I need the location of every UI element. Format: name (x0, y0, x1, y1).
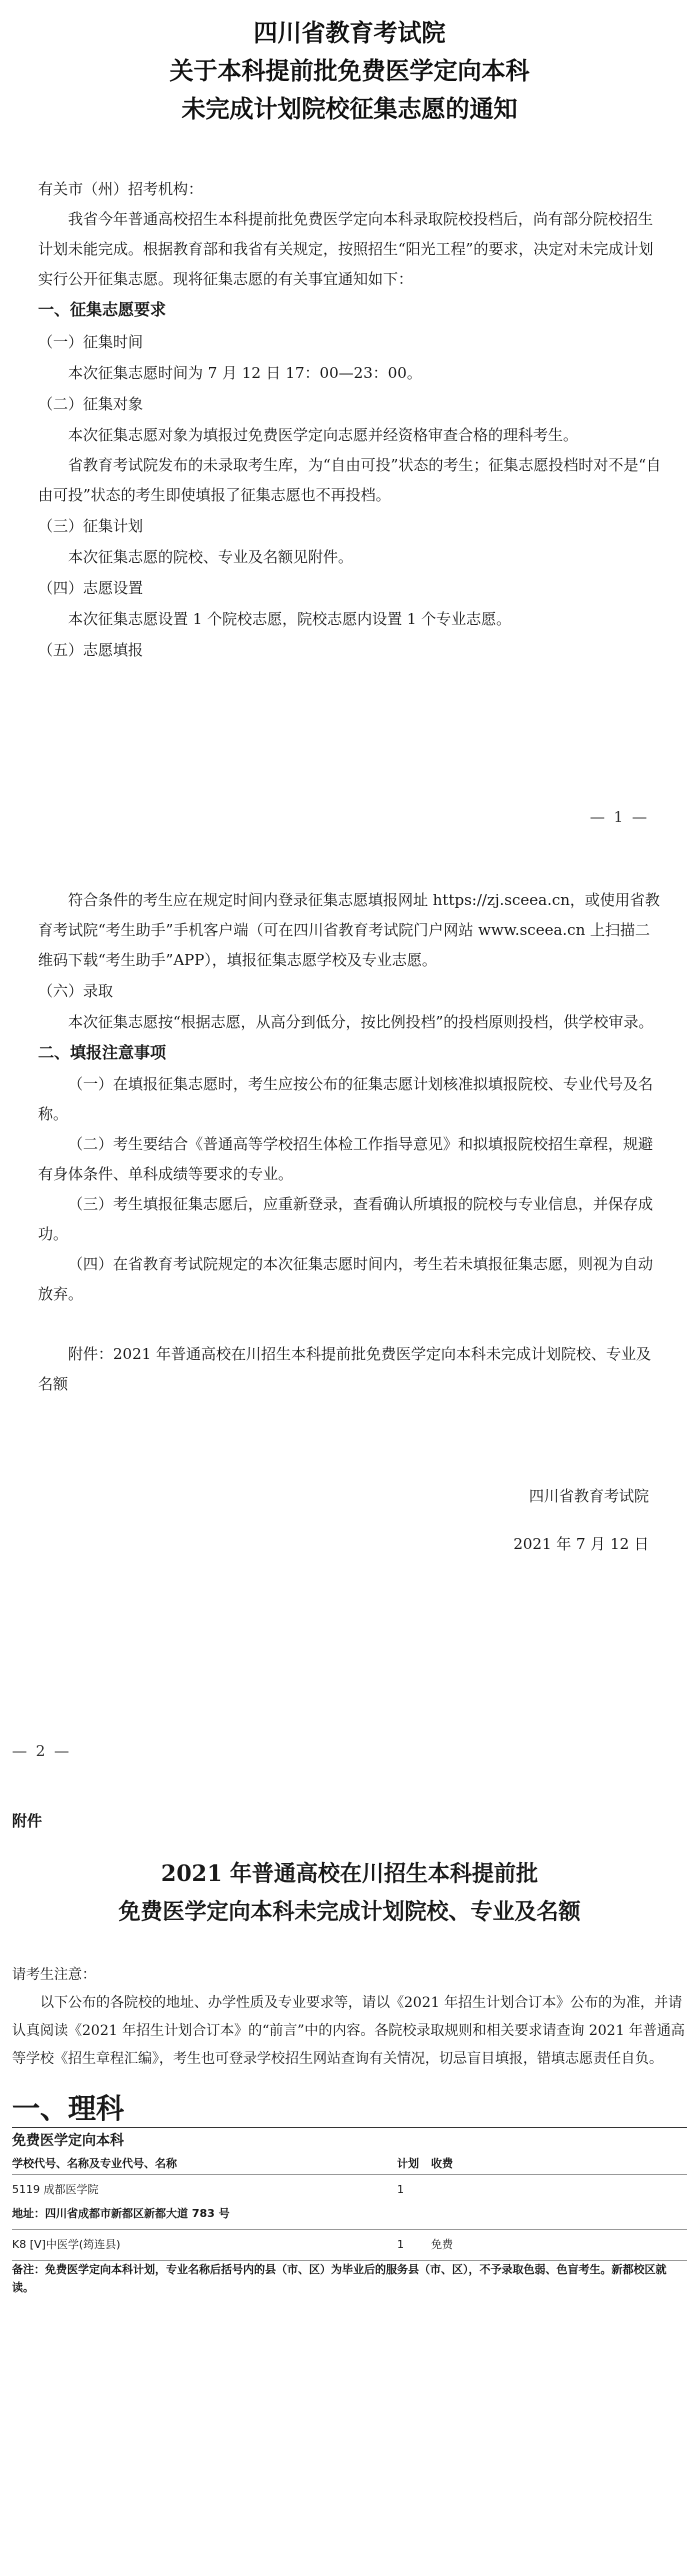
note-3: （三）考生填报征集志愿后，应重新登录，查看确认所填报的院校与专业信息，并保存成功。 (38, 1195, 654, 1243)
sub-4-text: 本次征集志愿设置 1 个院校志愿，院校志愿内设置 1 个专业志愿。 (68, 610, 512, 628)
section-2-title: 二、填报注意事项 (38, 1043, 167, 1062)
subsection-free-medical: 免费医学定向本科 (12, 2133, 124, 2149)
appendix-title (0, 1855, 699, 1931)
major-fee: 免费 (431, 2238, 453, 2251)
table-row-major (12, 2230, 687, 2260)
sub-4-title: （四）志愿设置 (38, 579, 144, 597)
school-name: 5119 成都医学院 (12, 2183, 99, 2196)
sub-2-title: （二）征集对象 (38, 395, 144, 413)
notice-title (0, 0, 699, 128)
sub-6-title: （六）录取 (38, 982, 114, 1000)
major-name: K8 [V]中医学(筠连县) (12, 2238, 121, 2251)
sub-3-text: 本次征集志愿的院校、专业及名额见附件。 (68, 548, 354, 566)
sub-2-text-2: 省教育考试院发布的未录取考生库，为“自由可投”状态的考生；征集志愿投档时对不是“自由可投”状态的考生即使填报了征集志愿也不再投档。 (38, 456, 662, 504)
page-number-2: — 2 — (12, 1742, 72, 1760)
intro-paragraph: 我省今年普通高校招生本科提前批免费医学定向本科录取院校投档后，尚有部分院校招生计划未能完成。根据教育部和我省有关规定，按照招生“阳光工程”的要求，决定对未完成计划实行公开征集志愿。现将征集志愿的有关事宜通知如下： (38, 210, 654, 288)
sub-3-title: （三）征集计划 (38, 517, 144, 535)
appendix-title-2: 免费医学定向本科未完成计划院校、专业及名额 (118, 1899, 581, 1925)
sub-6-text: 本次征集志愿按“根据志愿，从高分到低分，按比例投档”的投档原则投档，供学校审录。 (68, 1013, 654, 1031)
section-1-title: 一、征集志愿要求 (38, 300, 167, 319)
notice-text: 以下公布的各院校的地址、办学性质及专业要求等，请以《2021 年招生计划合订本》公布的为准，并请认真阅读《2021 年招生计划合订本》的“前言”中的内容。各院校录取规则和相关要求请查询 2021 年普通高等学校《招生章程汇编》，考生也可登录学校招生网站查询有关情况，切忌盲目填报，错填志愿责任自负。 (12, 1995, 685, 2067)
remark: 备注：免费医学定向本科计划，专业名称后括号内的县（市、区）为毕业后的服务县（市、区），不予录取色弱、色盲考生。新都校区就读。 (12, 2263, 667, 2294)
sub-5-text: 符合条件的考生应在规定时间内登录征集志愿填报网址 https://zj.sceea.cn，或使用省教育考试院“考生助手”手机客户端（可在四川省教育考试院门户网站 www.sceea.cn 上扫描二维码下载“考生助手”APP），填报征集志愿学校及专业志愿。 (38, 891, 660, 969)
table-row-school (12, 2175, 687, 2205)
section-science: 一、理科 (12, 2092, 125, 2125)
sub-2-text-1: 本次征集志愿对象为填报过免费医学定向志愿并经资格审查合格的理科考生。 (68, 426, 579, 444)
notice-head: 请考生注意： (12, 1967, 96, 1983)
appendix (0, 1810, 699, 2297)
page-2 (0, 885, 699, 1559)
signature: 四川省教育考试院 (528, 1487, 649, 1505)
major-plan: 1 (397, 2238, 404, 2251)
col-plan: 计划 (397, 2157, 419, 2170)
note-2: （二）考生要结合《普通高等学校招生体检工作指导意见》和拟填报院校招生章程，规避有身体条件、单科成绩等要求的专业。 (38, 1135, 654, 1183)
note-4: （四）在省教育考试院规定的本次征集志愿时间内，考生若未填报征集志愿，则视为自动放弃。 (38, 1255, 654, 1303)
notice-body (0, 174, 699, 294)
page-number-1: — 1 — (589, 808, 649, 826)
appendix-title-1: 2021 年普通高校在川招生本科提前批 (161, 1861, 538, 1887)
school-plan: 1 (397, 2183, 404, 2196)
title-line-3: 未完成计划院校征集志愿的通知 (181, 94, 518, 123)
page-1 (0, 0, 699, 666)
note-1: （一）在填报征集志愿时，考生应按公布的征集志愿计划核准拟填报院校、专业代号及名称。 (38, 1075, 654, 1123)
appendix-label: 附件 (12, 1812, 43, 1830)
attachment-line: 附件：2021 年普通高校在川招生本科提前批免费医学定向本科未完成计划院校、专业及名额 (38, 1345, 651, 1393)
title-line-1: 四川省教育考试院 (253, 18, 446, 47)
school-address: 地址：四川省成都市新都区新都大道 783 号 (12, 2207, 230, 2220)
salutation: 有关市（州）招考机构： (38, 180, 204, 198)
col-school: 学校代号、名称及专业代号、名称 (12, 2157, 177, 2170)
col-fee: 收费 (431, 2157, 453, 2170)
sub-1-text: 本次征集志愿时间为 7 月 12 日 17：00—23：00。 (68, 364, 422, 382)
date: 2021 年 7 月 12 日 (513, 1535, 649, 1553)
title-line-2: 关于本科提前批免费医学定向本科 (169, 56, 530, 85)
sub-5-title: （五）志愿填报 (38, 641, 144, 659)
table-header (12, 2154, 687, 2174)
sub-1-title: （一）征集时间 (38, 333, 144, 351)
